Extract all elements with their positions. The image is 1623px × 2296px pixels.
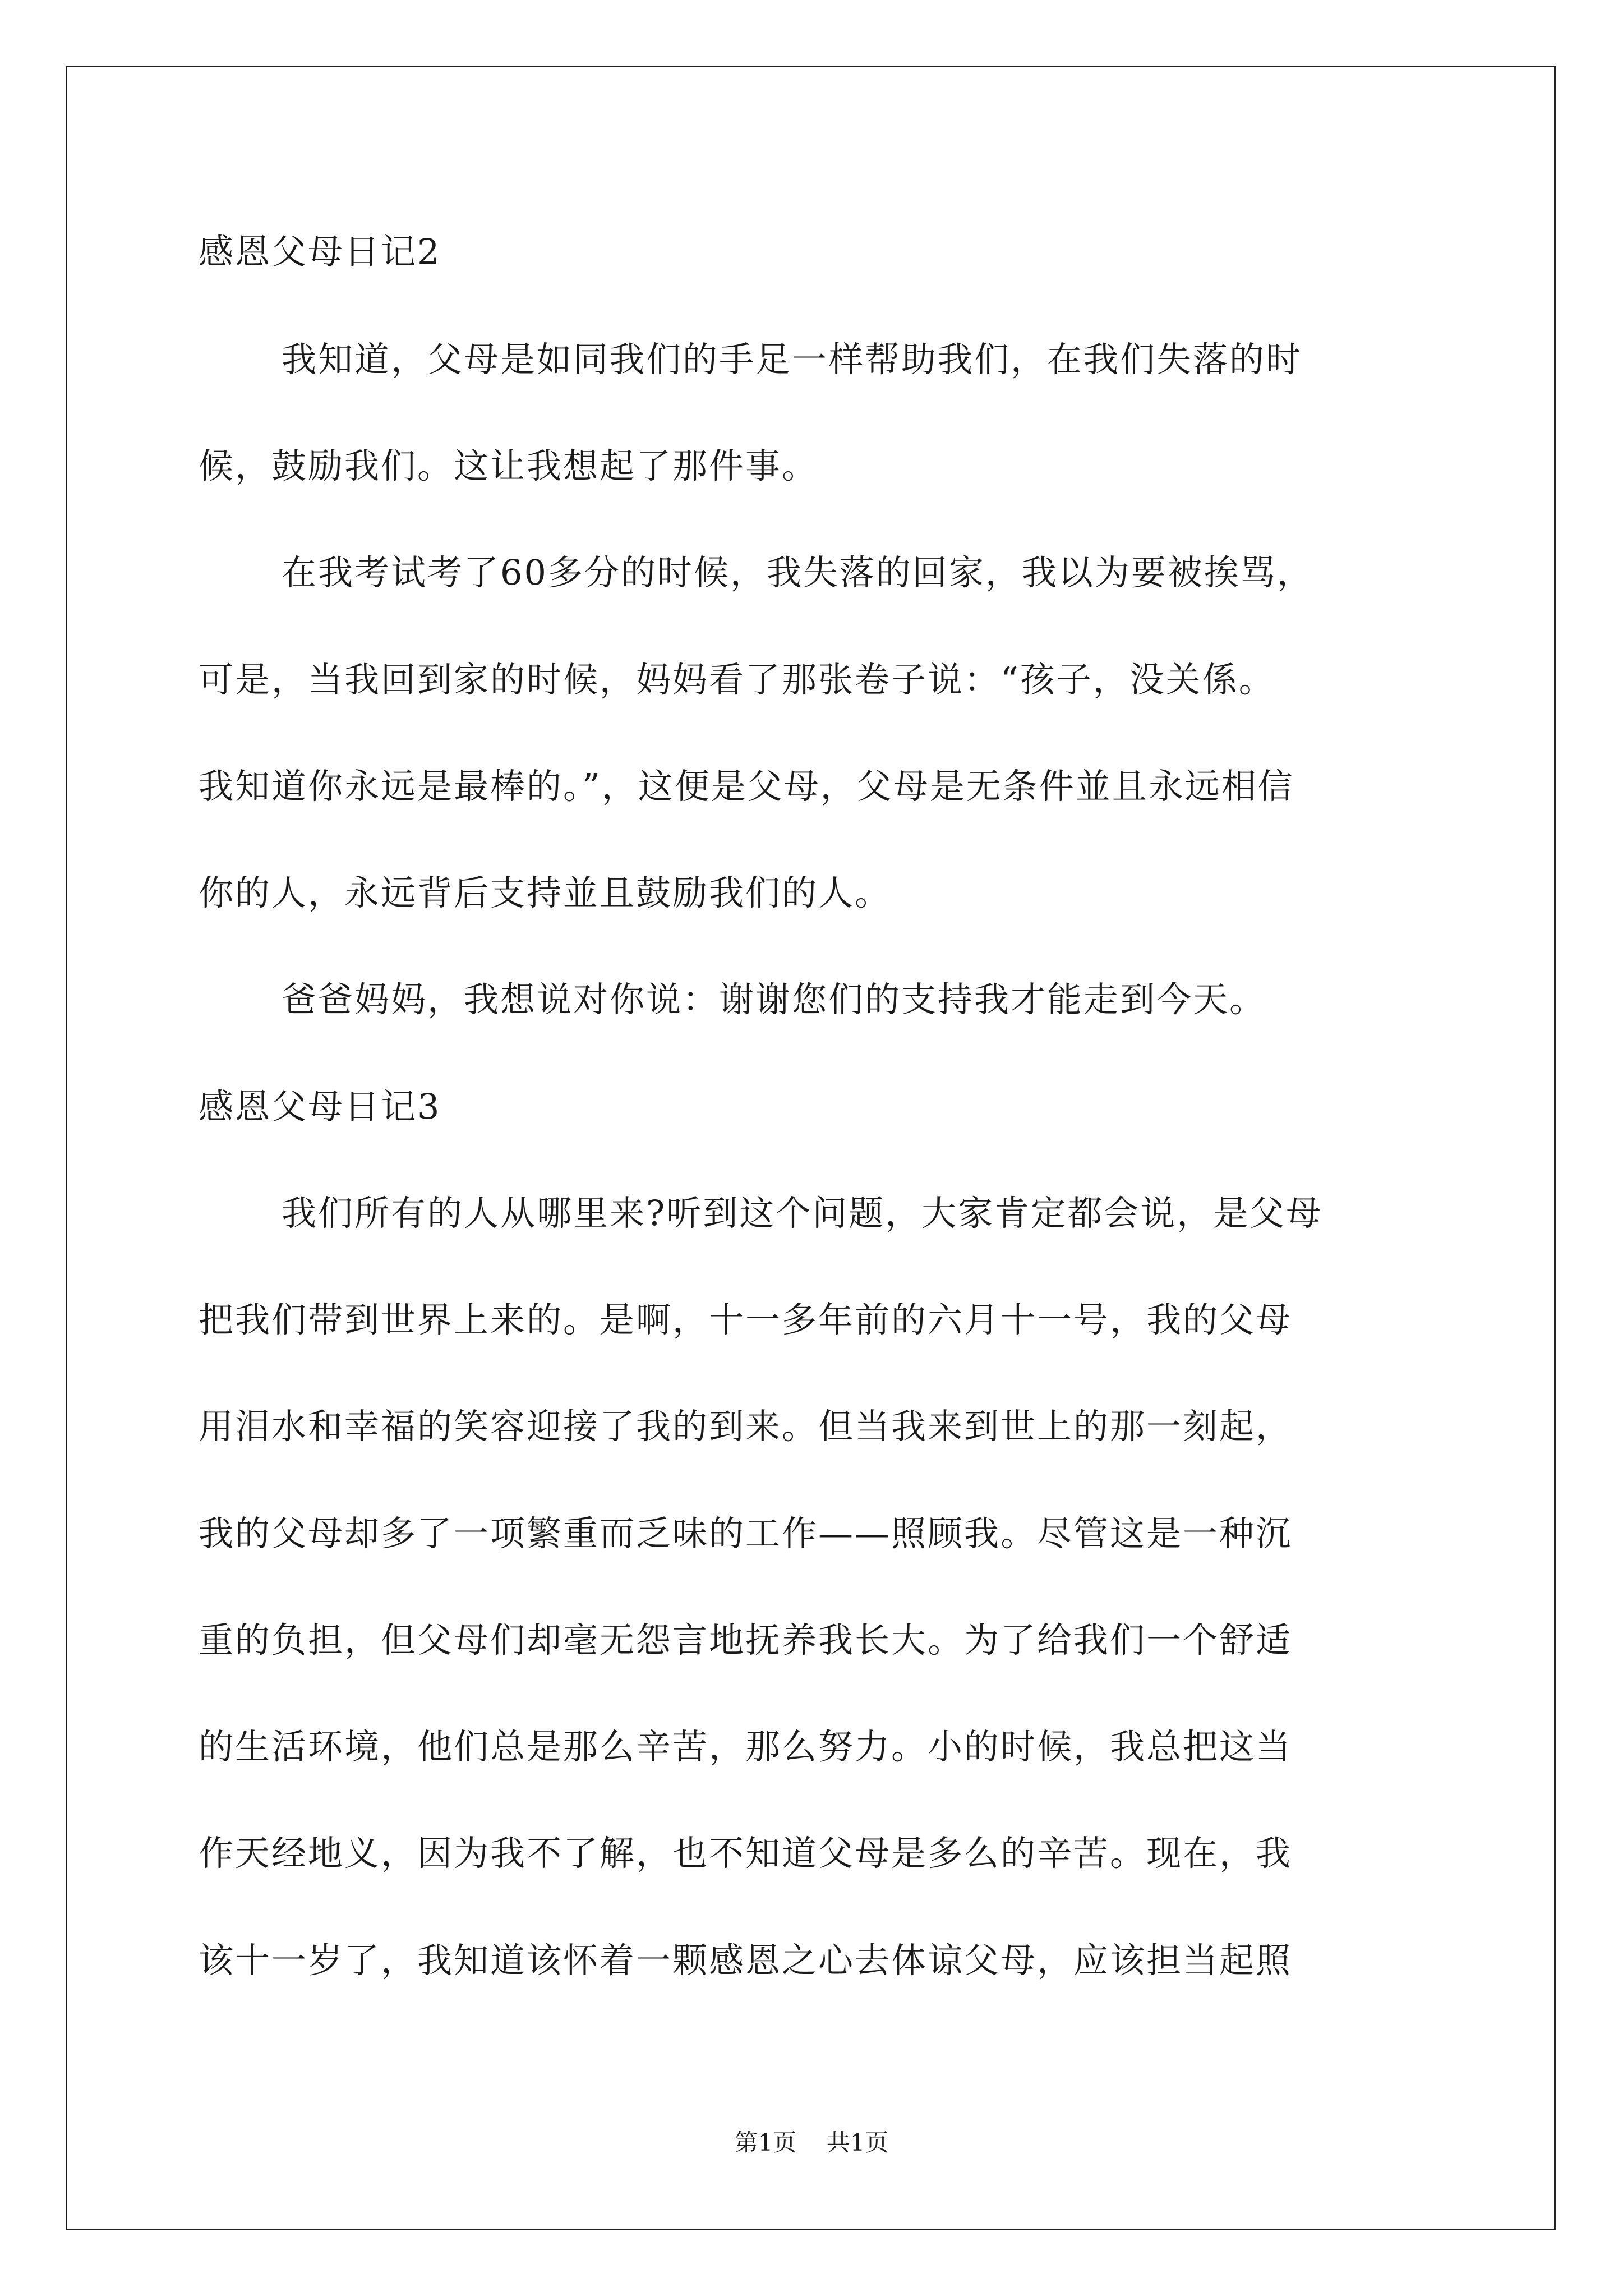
paragraph-line: 该十一岁了，我知道该怀着一颗感恩之心去体谅父母，应该担当起照 [199, 1940, 1293, 1981]
paragraph-line: 作天经地义，因为我不了解，也不知道父母是多么的辛苦。现在，我 [199, 1833, 1293, 1874]
paragraph-line: 爸爸妈妈，我想说对你说：谢谢您们的支持我才能走到今天。 [282, 979, 1266, 1020]
paragraph-line: 我知道，父母是如同我们的手足一样帮助我们，在我们失落的时 [282, 339, 1303, 380]
paragraph-line: 可是，当我回到家的时候，妈妈看了那张卷子说：“孩子，没关係。 [199, 659, 1275, 700]
paragraph-line: 的生活环境，他们总是那么辛苦，那么努力。小的时候，我总把这当 [199, 1726, 1293, 1767]
paragraph-line: 重的负担，但父母们却毫无怨言地抚养我长大。为了给我们一个舒适 [199, 1619, 1293, 1660]
paragraph-line: 把我们带到世界上来的。是啊，十一多年前的六月十一号，我的父母 [199, 1299, 1293, 1340]
section-heading: 感恩父母日记2 [199, 231, 441, 272]
paragraph-line: 候，鼓励我们。这让我想起了那件事。 [199, 445, 819, 486]
page-footer [0, 2126, 1623, 2160]
page-number: 第1页 [734, 2129, 797, 2156]
paragraph-line: 我们所有的人从哪里来?听到这个问题，大家肯定都会说，是父母 [282, 1193, 1323, 1234]
page-border [66, 66, 1556, 2230]
paragraph-line: 我的父母却多了一项繁重而乏味的工作——照顾我。尽管这是一种沉 [199, 1513, 1293, 1554]
paragraph-line: 你的人，永远背后支持並且鼓励我们的人。 [199, 872, 892, 913]
section-heading: 感恩父母日记3 [199, 1086, 441, 1127]
paragraph-line: 我知道你永远是最棒的。”，这便是父母，父母是无条件並且永远相信 [199, 766, 1294, 807]
paragraph-line: 在我考试考了60多分的时候，我失落的回家，我以为要被挨骂， [282, 552, 1313, 593]
paragraph-line: 用泪水和幸福的笑容迎接了我的到来。但当我来到世上的那一刻起， [199, 1406, 1293, 1447]
page-total: 共1页 [826, 2129, 889, 2156]
